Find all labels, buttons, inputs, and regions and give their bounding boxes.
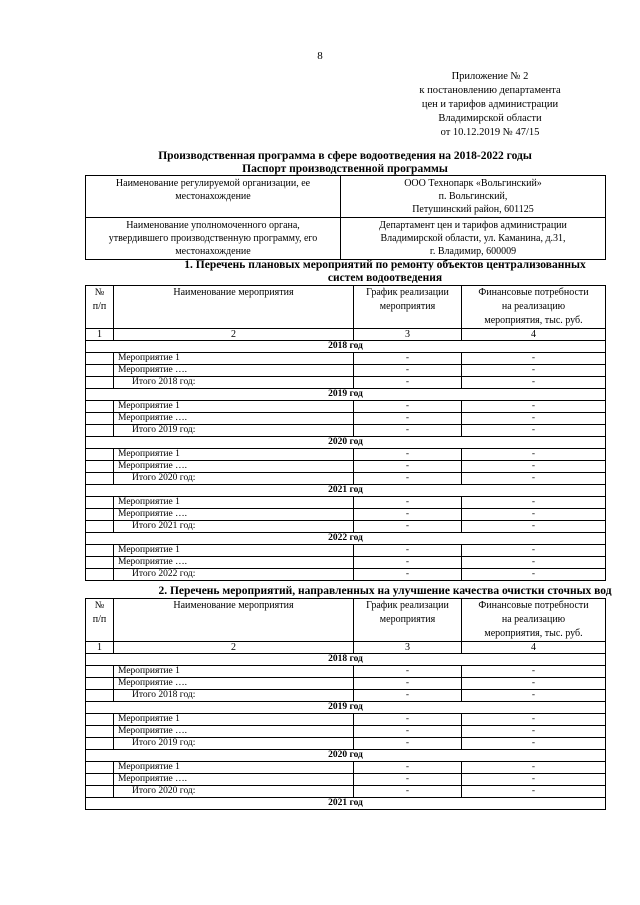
- passport-value-cell: Департамент цен и тарифов администрации Владимирской области, ул. Каманина, д.31, г. Владимир, 600009: [341, 218, 606, 260]
- year-row: 2021 год: [86, 798, 606, 810]
- year-row: 2022 год: [86, 533, 606, 545]
- year-row: 2020 год: [86, 437, 606, 449]
- table-row: Мероприятие 1 - -: [86, 714, 606, 726]
- table-row: Мероприятие 1 - -: [86, 449, 606, 461]
- passport-label-cell: Наименование регулируемой организации, ее местонахождение: [86, 176, 341, 218]
- total-row: Итого 2020 год: - -: [86, 786, 606, 798]
- header-number: № п/п: [86, 599, 114, 642]
- column-numbers-row: 1 2 3 4: [86, 329, 606, 341]
- appendix-line: цен и тарифов администрации: [421, 99, 559, 110]
- table-row: Мероприятие …. - -: [86, 413, 606, 425]
- passport-row-organization: [86, 176, 606, 218]
- year-row: 2018 год: [86, 654, 606, 666]
- total-row: Итого 2018 год: - -: [86, 377, 606, 389]
- section-2-title: 2. Перечень мероприятий, направленных на улучшение качества очистки сточных вод: [158, 585, 612, 597]
- table-header-row: [86, 286, 606, 329]
- table-row: Мероприятие …. - -: [86, 726, 606, 738]
- table-row: Мероприятие 1 - -: [86, 545, 606, 557]
- total-row: Итого 2020 год: - -: [86, 473, 606, 485]
- table-row: Мероприятие …. - -: [86, 678, 606, 690]
- header-financing: Финансовые потребности на реализацию мероприятия, тыс. руб.: [462, 286, 606, 329]
- table-row: Мероприятие 1 - -: [86, 401, 606, 413]
- year-row: 2020 год: [86, 750, 606, 762]
- year-row: 2019 год: [86, 389, 606, 401]
- passport-row-authority: [86, 218, 606, 260]
- treatment-events-table: [85, 598, 606, 810]
- table-row: Мероприятие 1 - -: [86, 353, 606, 365]
- header-event-name: Наименование мероприятия: [114, 286, 354, 329]
- page-number: 8: [317, 50, 323, 62]
- total-row: Итого 2019 год: - -: [86, 738, 606, 750]
- appendix-line: к постановлению департамента: [419, 85, 561, 96]
- table-row: Мероприятие …. - -: [86, 509, 606, 521]
- header-schedule: График реализации мероприятия: [354, 286, 462, 329]
- year-row: 2018 год: [86, 341, 606, 353]
- total-row: Итого 2019 год: - -: [86, 425, 606, 437]
- year-row: 2019 год: [86, 702, 606, 714]
- appendix-line: от 10.12.2019 № 47/15: [440, 127, 540, 138]
- column-numbers-row: 1 2 3 4: [86, 642, 606, 654]
- header-number: № п/п: [86, 286, 114, 329]
- header-schedule: График реализации мероприятия: [354, 599, 462, 642]
- table-row: Мероприятие 1 - -: [86, 762, 606, 774]
- table-row: Мероприятие …. - -: [86, 461, 606, 473]
- table-header-row: [86, 599, 606, 642]
- header-event-name: Наименование мероприятия: [114, 599, 354, 642]
- table-row: Мероприятие 1 - -: [86, 497, 606, 509]
- appendix-line: Приложение № 2: [451, 71, 529, 82]
- table-row: Мероприятие …. - -: [86, 557, 606, 569]
- appendix-line: Владимирской области: [438, 113, 542, 124]
- section-1-title: 1. Перечень плановых мероприятий по ремонту объектов централизованных систем водоотведения: [184, 259, 586, 284]
- total-row: Итого 2022 год: - -: [86, 569, 606, 581]
- document-title-block: [0, 150, 640, 176]
- total-row: Итого 2018 год: - -: [86, 690, 606, 702]
- repair-events-table: [85, 285, 606, 581]
- header-financing: Финансовые потребности на реализацию мероприятия, тыс. руб.: [462, 599, 606, 642]
- total-row: Итого 2021 год: - -: [86, 521, 606, 533]
- table-row: Мероприятие 1 - -: [86, 666, 606, 678]
- passport-title: Паспорт производственной программы: [242, 163, 448, 175]
- passport-label-cell: Наименование уполномоченного органа, утвердившего производственную программу, его местонахождение: [86, 218, 341, 260]
- passport-table: [85, 175, 606, 260]
- table-row: Мероприятие …. - -: [86, 774, 606, 786]
- table-row: Мероприятие …. - -: [86, 365, 606, 377]
- document-title: Производственная программа в сфере водоотведения на 2018-2022 годы: [158, 150, 532, 162]
- passport-value-cell: ООО Технопарк «Вольгинский» п. Вольгинский, Петушинский район, 601125: [341, 176, 606, 218]
- appendix-block: [400, 70, 580, 140]
- year-row: 2021 год: [86, 485, 606, 497]
